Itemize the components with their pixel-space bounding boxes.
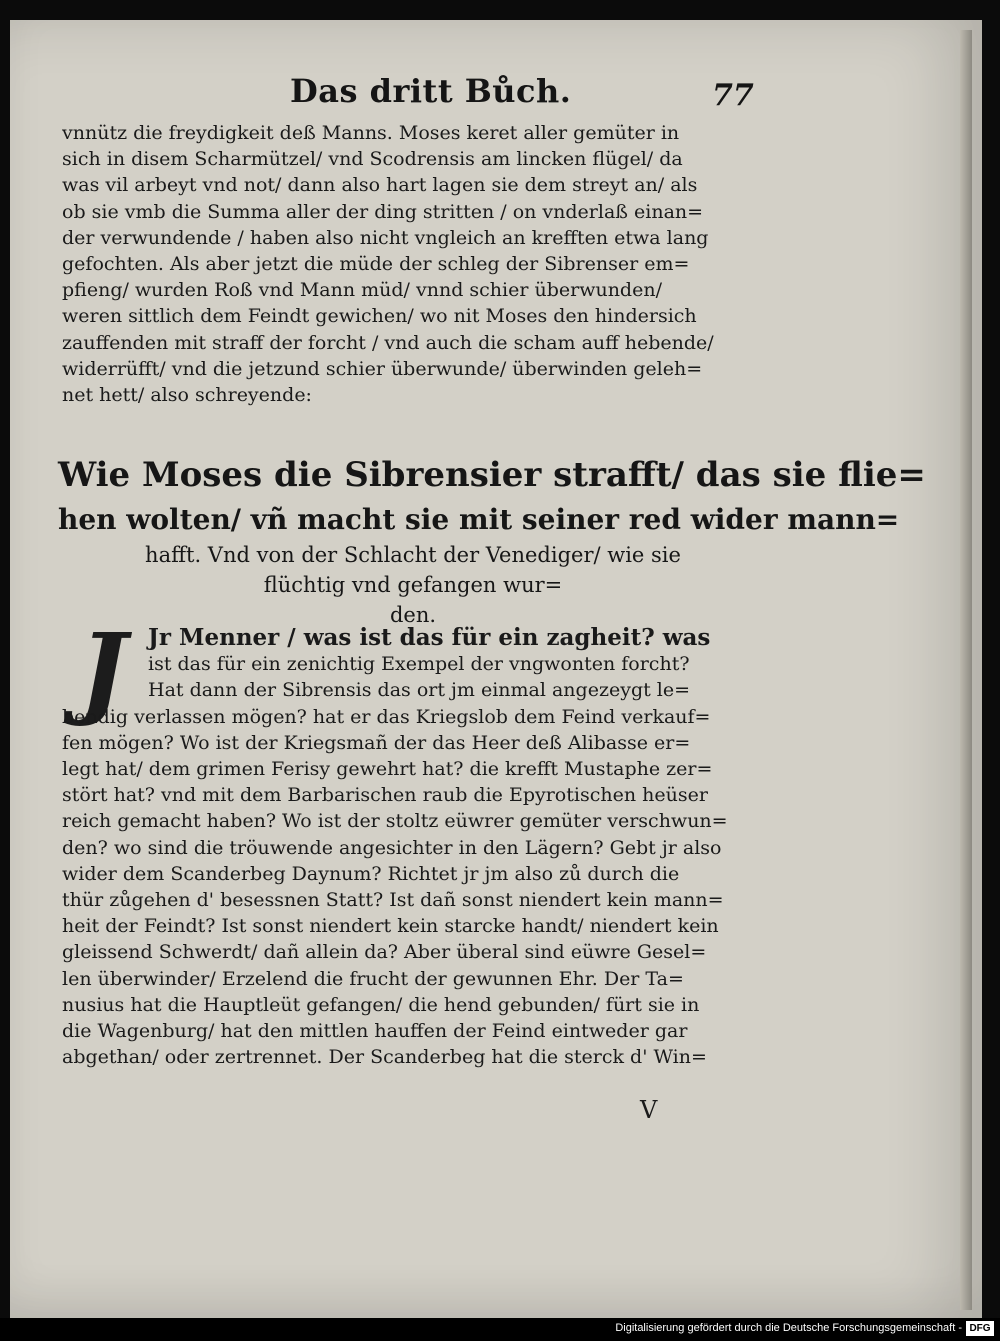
text-line: ist das für ein zenichtig Exempel der vngwonten forcht? <box>148 653 690 676</box>
text-line: zauffenden mit straff der forcht / vnd auch die scham auff hebende/ <box>62 331 714 354</box>
text-line: den? wo sind die tröuwende angesichter in den Lägern? Gebt jr also <box>62 836 722 859</box>
paragraph-1 <box>62 120 762 408</box>
text-line: heit der Feindt? Ist sonst niendert kein starcke handt/ niendert kein <box>62 915 719 938</box>
text-line: was vil arbeyt vnd not/ dann also hart lagen sie dem streyt an/ als <box>62 174 698 197</box>
text-line: gleissend Schwerdt/ dañ allein da? Aber überal sind eüwre Gesel= <box>62 941 707 964</box>
heading-line: den. <box>389 603 437 627</box>
signature-mark: V <box>640 1096 658 1124</box>
funding-credit: Digitalisierung gefördert durch die Deutsche Forschungsgemeinschaft - <box>615 1322 962 1334</box>
text-line: wider dem Scanderbeg Daynum? Richtet jr jm also zů durch die <box>62 862 680 885</box>
text-line: ob sie vmb die Summa aller der ding stritten / on vnderlaß einan= <box>62 200 704 223</box>
text-line: abgethan/ oder zertrennet. Der Scanderbeg hat die sterck d' Win= <box>62 1046 707 1069</box>
text-line: fen mögen? Wo ist der Kriegsmañ der das Heer deß Alibasse er= <box>62 731 691 754</box>
text-line: legt hat/ dem grimen Ferisy gewehrt hat? die krefft Mustaphe zer= <box>62 758 713 781</box>
text-line: len überwinder/ Erzelend die frucht der gewunnen Ehr. Der Ta= <box>62 967 684 990</box>
heading-line: Wie Moses die Sibrensier strafft/ das sie flie= <box>58 455 926 495</box>
text-line: Hat dann der Sibrensis das ort jm einmal angezeygt le= <box>148 679 691 702</box>
running-head: Das dritt Bůch. <box>290 72 572 110</box>
decorated-initial: J <box>79 611 127 729</box>
page-number: 77 <box>712 78 754 113</box>
heading-line: hafft. Vnd von der Schlacht der Venediger/ wie sie <box>145 543 681 567</box>
heading-line: flüchtig vnd gefangen wur= <box>263 573 563 597</box>
digitization-footer <box>0 1318 1000 1341</box>
text-line: weren sittlich dem Feindt gewichen/ wo nit Moses den hindersich <box>62 305 697 328</box>
text-line: vnnütz die freydigkeit deß Manns. Moses keret aller gemüter in <box>62 122 680 144</box>
paragraph-2 <box>62 625 762 1070</box>
dfg-logo: DFG <box>966 1321 994 1336</box>
text-line: thür zůgehen d' besessnen Statt? Ist dañ sonst niendert kein mann= <box>62 889 724 912</box>
text-line: pfieng/ wurden Roß vnd Mann müd/ vnnd schier überwunden/ <box>62 279 662 302</box>
text-line: nusius hat die Hauptleüt gefangen/ die hend gebunden/ fürt sie in <box>62 993 700 1016</box>
text-line: gefochten. Als aber jetzt die müde der schleg der Sibrenser em= <box>62 253 690 276</box>
text-line: bendig verlassen mögen? hat er das Kriegslob dem Feind verkauf= <box>62 705 711 728</box>
text-line: sich in disem Scharmützel/ vnd Scodrensis am lincken flügel/ da <box>62 148 683 171</box>
text-line: widerrüfft/ vnd die jetzund schier überwunde/ überwinden geleh= <box>62 357 703 380</box>
heading-line: hen wolten/ vñ macht sie mit seiner red wider mann= <box>58 503 900 536</box>
text-line: Jr Menner / was ist das für ein zagheit? was <box>148 625 711 651</box>
text-line: der verwundende / haben also nicht vngleich an krefften etwa lang <box>62 226 709 249</box>
page-edge <box>960 30 972 1310</box>
text-line: reich gemacht haben? Wo ist der stoltz eüwrer gemüter verschwun= <box>62 810 728 833</box>
text-line: stört hat? vnd mit dem Barbarischen raub die Epyrotischen heüser <box>62 784 708 807</box>
chapter-heading <box>58 450 926 630</box>
text-line: net hett/ also schreyende: <box>62 384 312 407</box>
text-line: die Wagenburg/ hat den mittlen hauffen der Feind eintweder gar <box>62 1020 688 1043</box>
